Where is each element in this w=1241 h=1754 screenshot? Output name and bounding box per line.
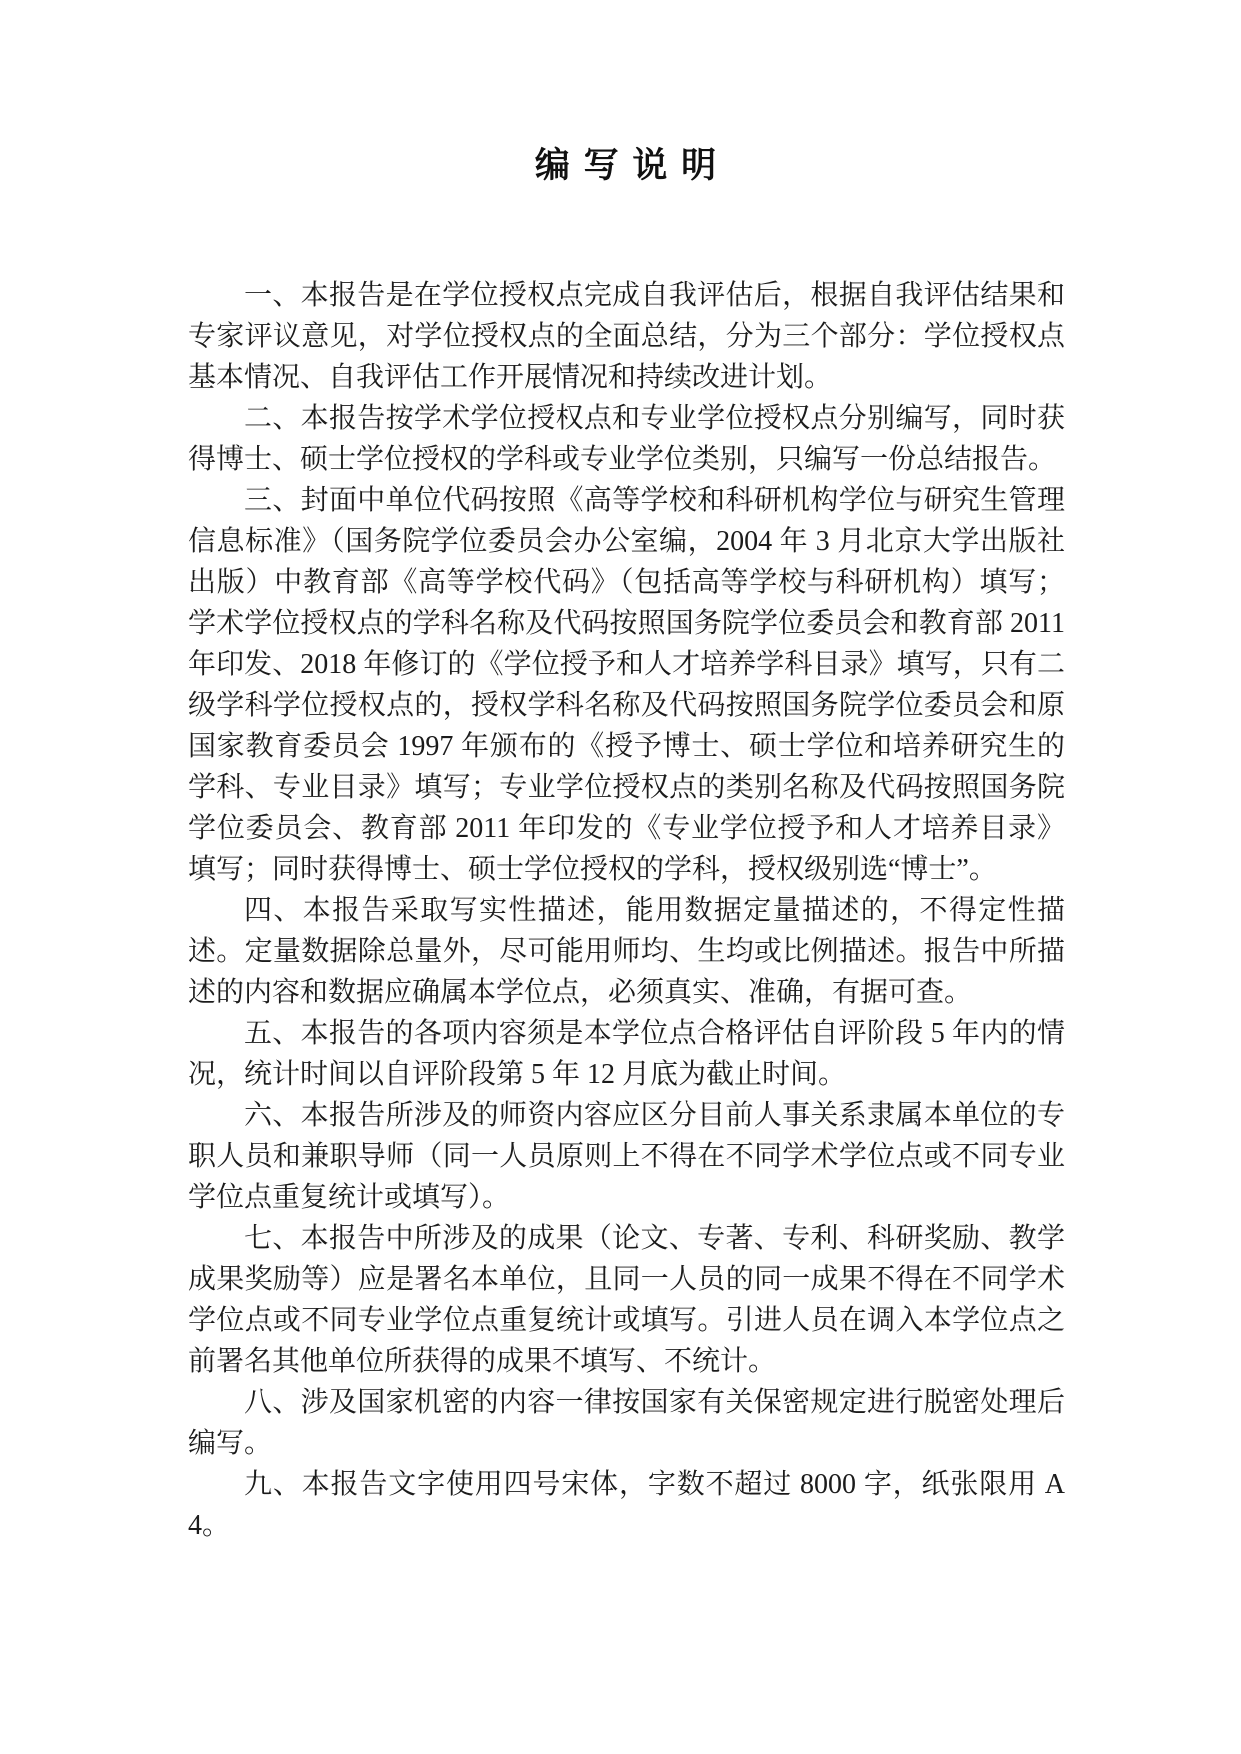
- paragraph-6: 六、本报告所涉及的师资内容应区分目前人事关系隶属本单位的专职人员和兼职导师（同一人员原则上不得在不同学术学位点或不同专业学位点重复统计或填写）。: [188, 1100, 1065, 1213]
- paragraph-3: 三、封面中单位代码按照《高等学校和科研机构学位与研究生管理信息标准》（国务院学位委员会办公室编，2004 年 3 月北京大学出版社出版）中教育部《高等学校代码》（包括高等学校与科研机构）填写；学术学位授权点的学科名称及代码按照国务院学位委员会和教育部 2011 年印发、2018 年修订的《学位授予和人才培养学科目录》填写，只有二级学科学位授权点的，授权学科名称及代码按照国务院学位委员会和原国家教育委员会 1997 年颁布的《授予博士、硕士学位和培养研究生的学科、专业目录》填写；专业学位授权点的类别名称及代码按照国务院学位委员会、教育部 2011 年印发的《专业学位授予和人才培养目录》填写；同时获得博士、硕士学位授权的学科，授权级别选“博士”。: [188, 485, 1065, 885]
- paragraph-4: 四、本报告采取写实性描述，能用数据定量描述的，不得定性描述。定量数据除总量外，尽可能用师均、生均或比例描述。报告中所描述的内容和数据应确属本学位点，必须真实、准确，有据可查。: [188, 895, 1065, 1008]
- page-title: 编 写 说 明: [534, 146, 719, 185]
- paragraph-5: 五、本报告的各项内容须是本学位点合格评估自评阶段 5 年内的情况，统计时间以自评阶段第 5 年 12 月底为截止时间。: [188, 1018, 1065, 1090]
- paragraph-2: 二、本报告按学术学位授权点和专业学位授权点分别编写，同时获得博士、硕士学位授权的学科或专业学位类别，只编写一份总结报告。: [188, 403, 1065, 475]
- document-body: [188, 275, 1065, 1546]
- paragraph-8: 八、涉及国家机密的内容一律按国家有关保密规定进行脱密处理后编写。: [188, 1387, 1065, 1459]
- paragraph-1: 一、本报告是在学位授权点完成自我评估后，根据自我评估结果和专家评议意见，对学位授权点的全面总结，分为三个部分：学位授权点基本情况、自我评估工作开展情况和持续改进计划。: [188, 280, 1065, 393]
- paragraph-7: 七、本报告中所涉及的成果（论文、专著、专利、科研奖励、教学成果奖励等）应是署名本单位，且同一人员的同一成果不得在不同学术学位点或不同专业学位点重复统计或填写。引进人员在调入本学位点之前署名其他单位所获得的成果不填写、不统计。: [188, 1223, 1065, 1377]
- paragraph-9: 九、本报告文字使用四号宋体，字数不超过 8000 字，纸张限用 A4。: [188, 1469, 1065, 1541]
